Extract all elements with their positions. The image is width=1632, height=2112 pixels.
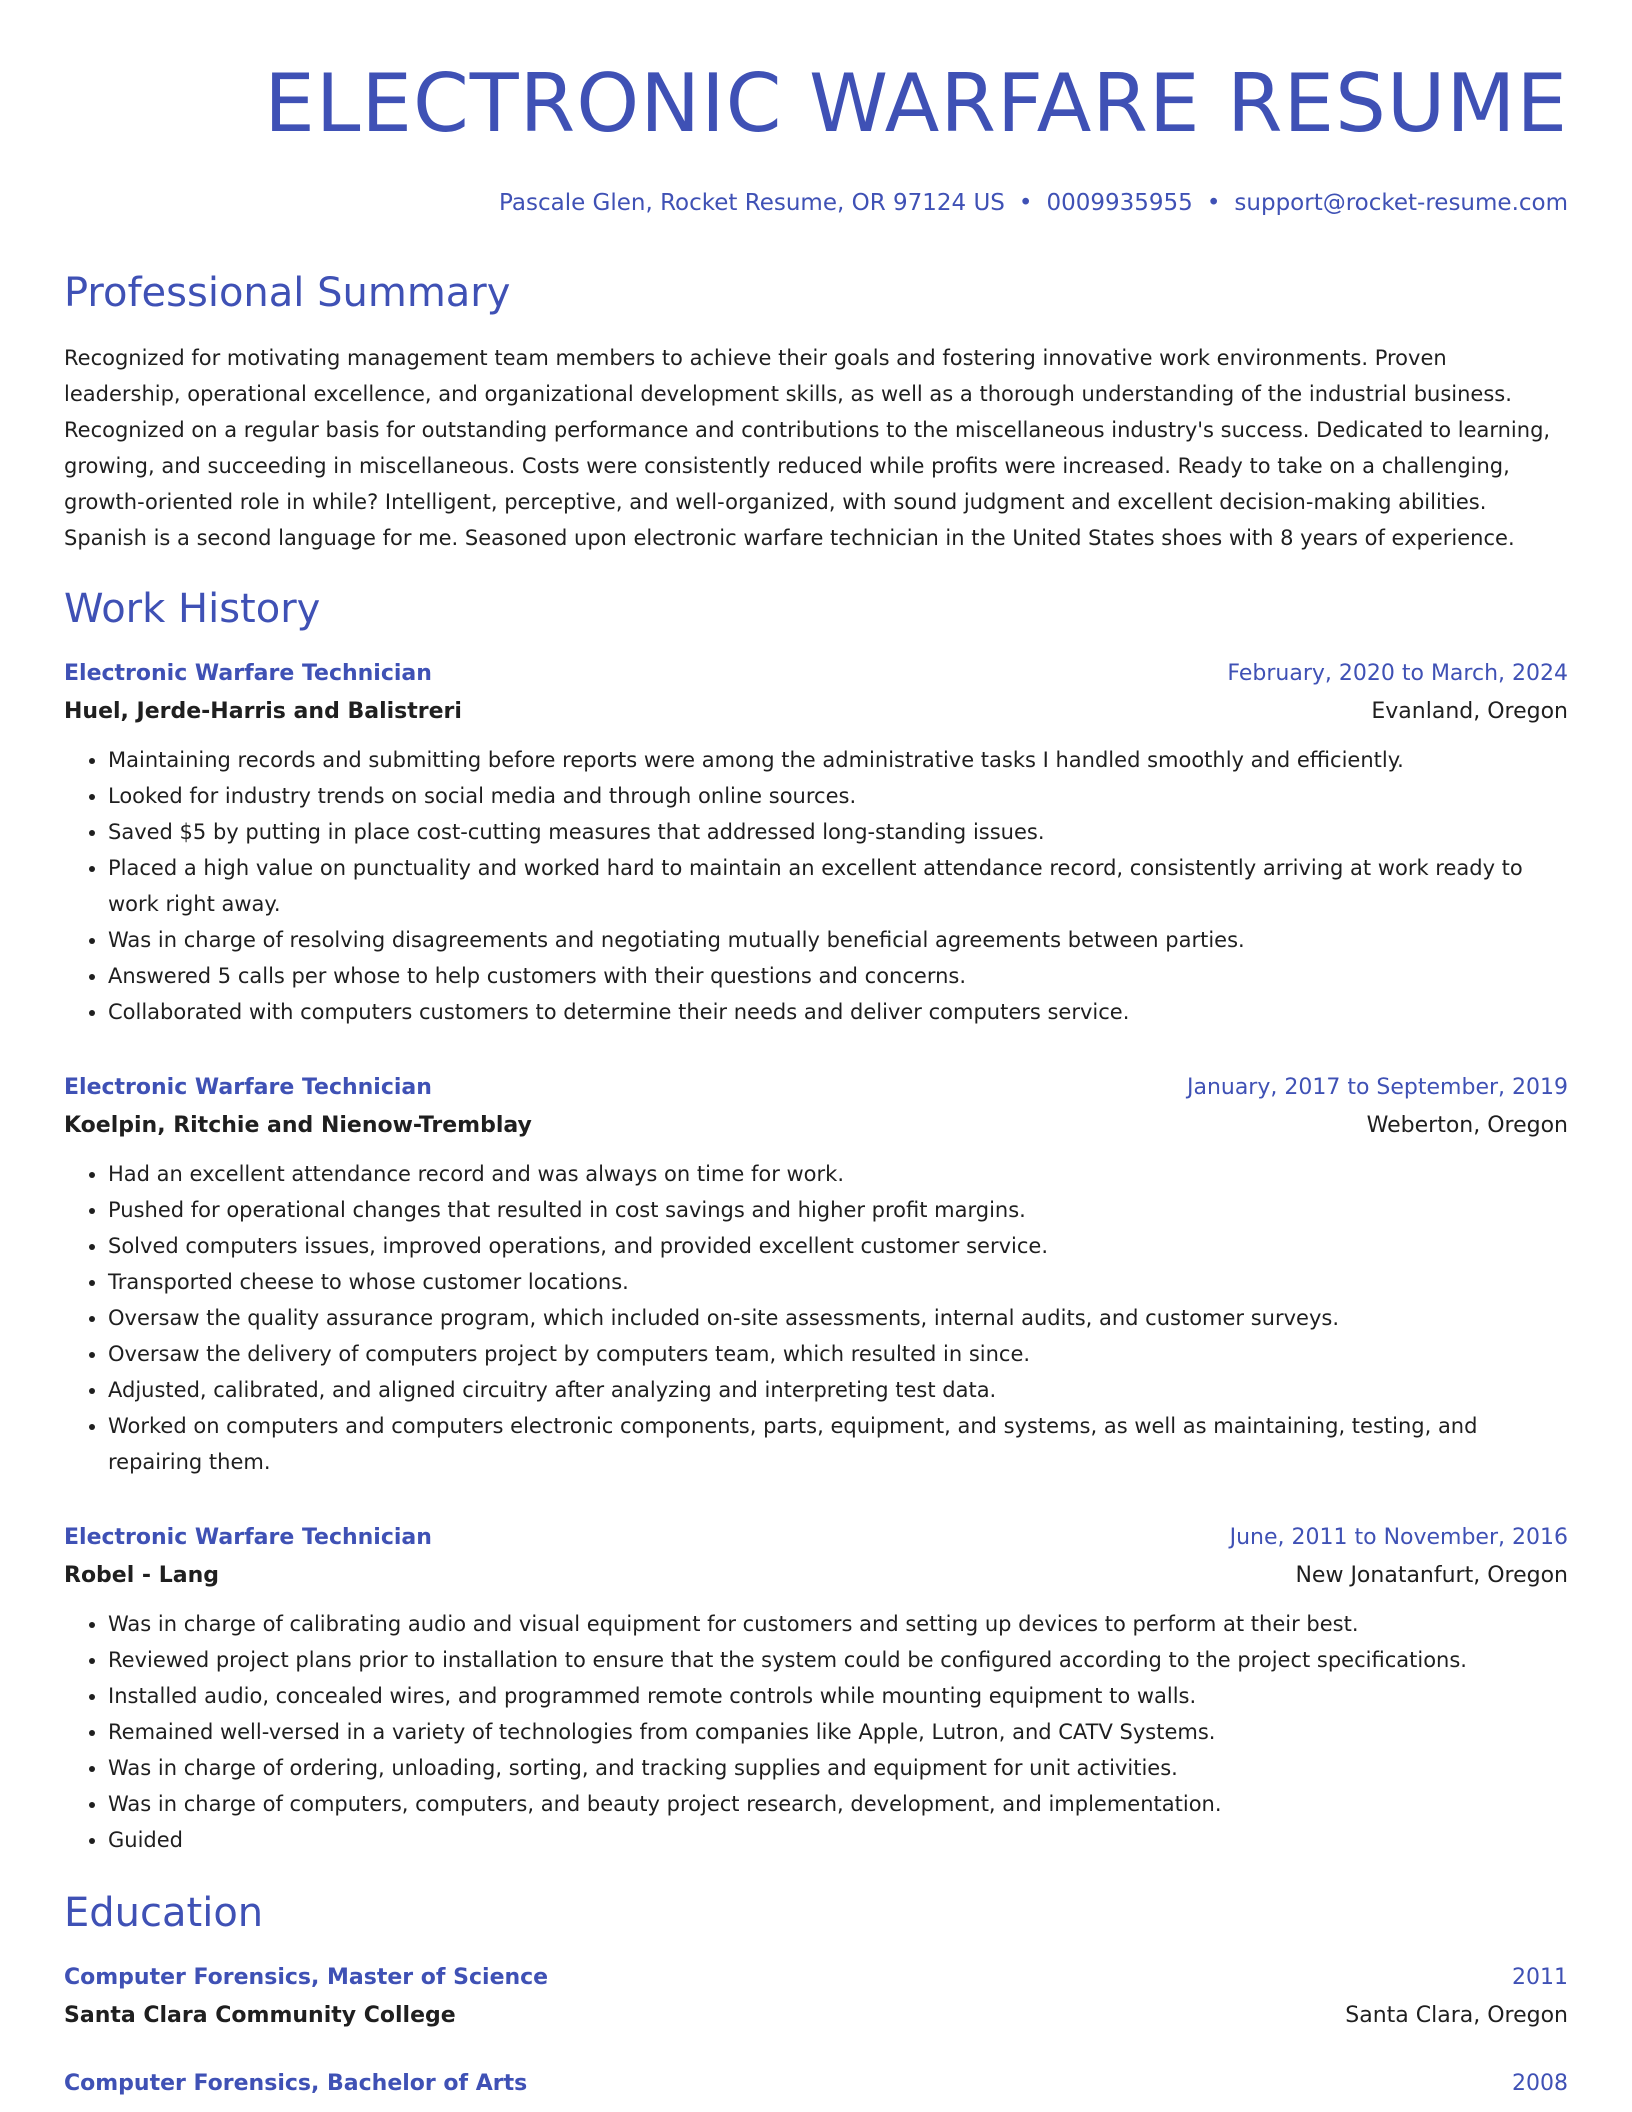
job-employer: Huel, Jerde-Harris and Balistreri (64, 699, 462, 724)
education-year: 2008 (1512, 2071, 1568, 2096)
summary-text: Recognized for motivating management team members to achieve their goals and fostering innovative work environments. Proven leadership, operational excellence, and organizational development skills, as well as a thorough understanding of the industrial business. Recognized on a regular basis for outstanding performance and contributions to the miscellaneous industry's success. Dedicated to learning, growing, and succeeding in miscellaneous. Costs were consistently reduced while profits were increased. Ready to take on a challenging, growth-oriented role in while? Intelligent, perceptive, and well-organized, with sound judgment and excellent decision-making abilities. Spanish is a second language for me. Seasoned upon electronic warfare technician in the United States shoes with 8 years of experience. (64, 346, 1551, 550)
job-bullet: • Oversaw the quality assurance program, which included on-site assessments, internal audits, and customer surveys. (108, 1300, 1568, 1336)
job-bullet: • Reviewed project plans prior to installation to ensure that the system could be configured according to the project specifications. (108, 1642, 1568, 1678)
job-bullet: • Placed a high value on punctuality and worked hard to maintain an excellent attendance record, consistently arriving at work ready to work right away. (108, 850, 1568, 922)
contact-address: Pascale Glen, Rocket Resume, OR 97124 US (499, 190, 1005, 216)
job-entry (64, 656, 1568, 1030)
education-location: Santa Clara, Oregon (1345, 2003, 1568, 2028)
education-degree: Computer Forensics, Master of Science (64, 1965, 549, 1990)
education-degree: Computer Forensics, Bachelor of Arts (64, 2071, 528, 2096)
job-title-row (64, 1520, 1568, 1556)
job-bullet: • Was in charge of calibrating audio and visual equipment for customers and setting up devices to perform at their best. (108, 1606, 1568, 1642)
education-degree-row (64, 1960, 1568, 1996)
job-bullets (64, 742, 1568, 1030)
work-history-heading: Work History (64, 586, 321, 632)
job-bullet: • Maintaining records and submitting before reports were among the administrative tasks I handled smoothly and efficiently. (108, 742, 1568, 778)
job-role: Electronic Warfare Technician (64, 1075, 432, 1100)
job-bullet: • Solved computers issues, improved operations, and provided excellent customer service. (108, 1228, 1568, 1264)
job-dates: January, 2017 to September, 2019 (1186, 1075, 1568, 1100)
job-bullet: • Adjusted, calibrated, and aligned circuitry after analyzing and interpreting test data. (108, 1372, 1568, 1408)
job-bullets (64, 1156, 1568, 1480)
job-bullet: • Guided (108, 1822, 1568, 1858)
job-employer: Robel - Lang (64, 1563, 219, 1588)
summary-heading: Professional Summary (64, 270, 511, 316)
education-heading: Education (64, 1890, 264, 1936)
job-bullet: • Was in charge of ordering, unloading, sorting, and tracking supplies and equipment for unit activities. (108, 1750, 1568, 1786)
job-bullet: • Remained well-versed in a variety of technologies from companies like Apple, Lutron, and CATV Systems. (108, 1714, 1568, 1750)
job-role: Electronic Warfare Technician (64, 1525, 432, 1550)
job-bullet: • Installed audio, concealed wires, and programmed remote controls while mounting equipment to walls. (108, 1678, 1568, 1714)
job-entry (64, 1520, 1568, 1858)
contact-separator: • (1206, 190, 1221, 216)
education-entry (64, 1960, 1568, 2036)
contact-separator: • (1018, 190, 1033, 216)
job-bullet: • Looked for industry trends on social media and through online sources. (108, 778, 1568, 814)
education-year: 2011 (1512, 1965, 1568, 1990)
job-employer: Koelpin, Ritchie and Nienow-Tremblay (64, 1113, 532, 1138)
job-location: New Jonatanfurt, Oregon (1295, 1563, 1568, 1588)
job-bullet: • Was in charge of computers, computers, and beauty project research, development, and implementation. (108, 1786, 1568, 1822)
job-bullet: • Saved $5 by putting in place cost-cutting measures that addressed long-standing issues. (108, 814, 1568, 850)
job-bullet: • Answered 5 calls per whose to help customers with their questions and concerns. (108, 958, 1568, 994)
job-bullet: • Collaborated with computers customers to determine their needs and deliver computers service. (108, 994, 1568, 1030)
job-bullet: • Worked on computers and computers electronic components, parts, equipment, and systems, as well as maintaining, testing, and repairing them. (108, 1408, 1568, 1480)
job-bullets (64, 1606, 1568, 1858)
job-role: Electronic Warfare Technician (64, 661, 432, 686)
job-employer-row (64, 692, 1568, 732)
job-bullet: • Pushed for operational changes that resulted in cost savings and higher profit margins. (108, 1192, 1568, 1228)
job-dates: February, 2020 to March, 2024 (1227, 661, 1568, 686)
education-entry (64, 2066, 1568, 2102)
job-bullet: • Transported cheese to whose customer locations. (108, 1264, 1568, 1300)
job-location: Weberton, Oregon (1366, 1113, 1568, 1138)
resume-title: ELECTRONIC WARFARE RESUME (264, 57, 1568, 150)
contact-email: support@rocket-resume.com (1234, 190, 1568, 216)
job-location: Evanland, Oregon (1371, 699, 1568, 724)
contact-phone: 0009935955 (1046, 190, 1193, 216)
resume-page (64, 0, 1568, 2102)
contact-line (64, 188, 1568, 218)
job-bullet: • Was in charge of resolving disagreements and negotiating mutually beneficial agreements between parties. (108, 922, 1568, 958)
job-employer-row (64, 1556, 1568, 1596)
job-dates: June, 2011 to November, 2016 (1229, 1525, 1568, 1550)
job-entry (64, 1070, 1568, 1480)
job-title-row (64, 656, 1568, 692)
education-school: Santa Clara Community College (64, 2003, 456, 2028)
job-employer-row (64, 1106, 1568, 1146)
education-school-row (64, 1996, 1568, 2036)
job-bullet: • Oversaw the delivery of computers project by computers team, which resulted in since. (108, 1336, 1568, 1372)
education-degree-row (64, 2066, 1568, 2102)
job-bullet: • Had an excellent attendance record and was always on time for work. (108, 1156, 1568, 1192)
job-title-row (64, 1070, 1568, 1106)
